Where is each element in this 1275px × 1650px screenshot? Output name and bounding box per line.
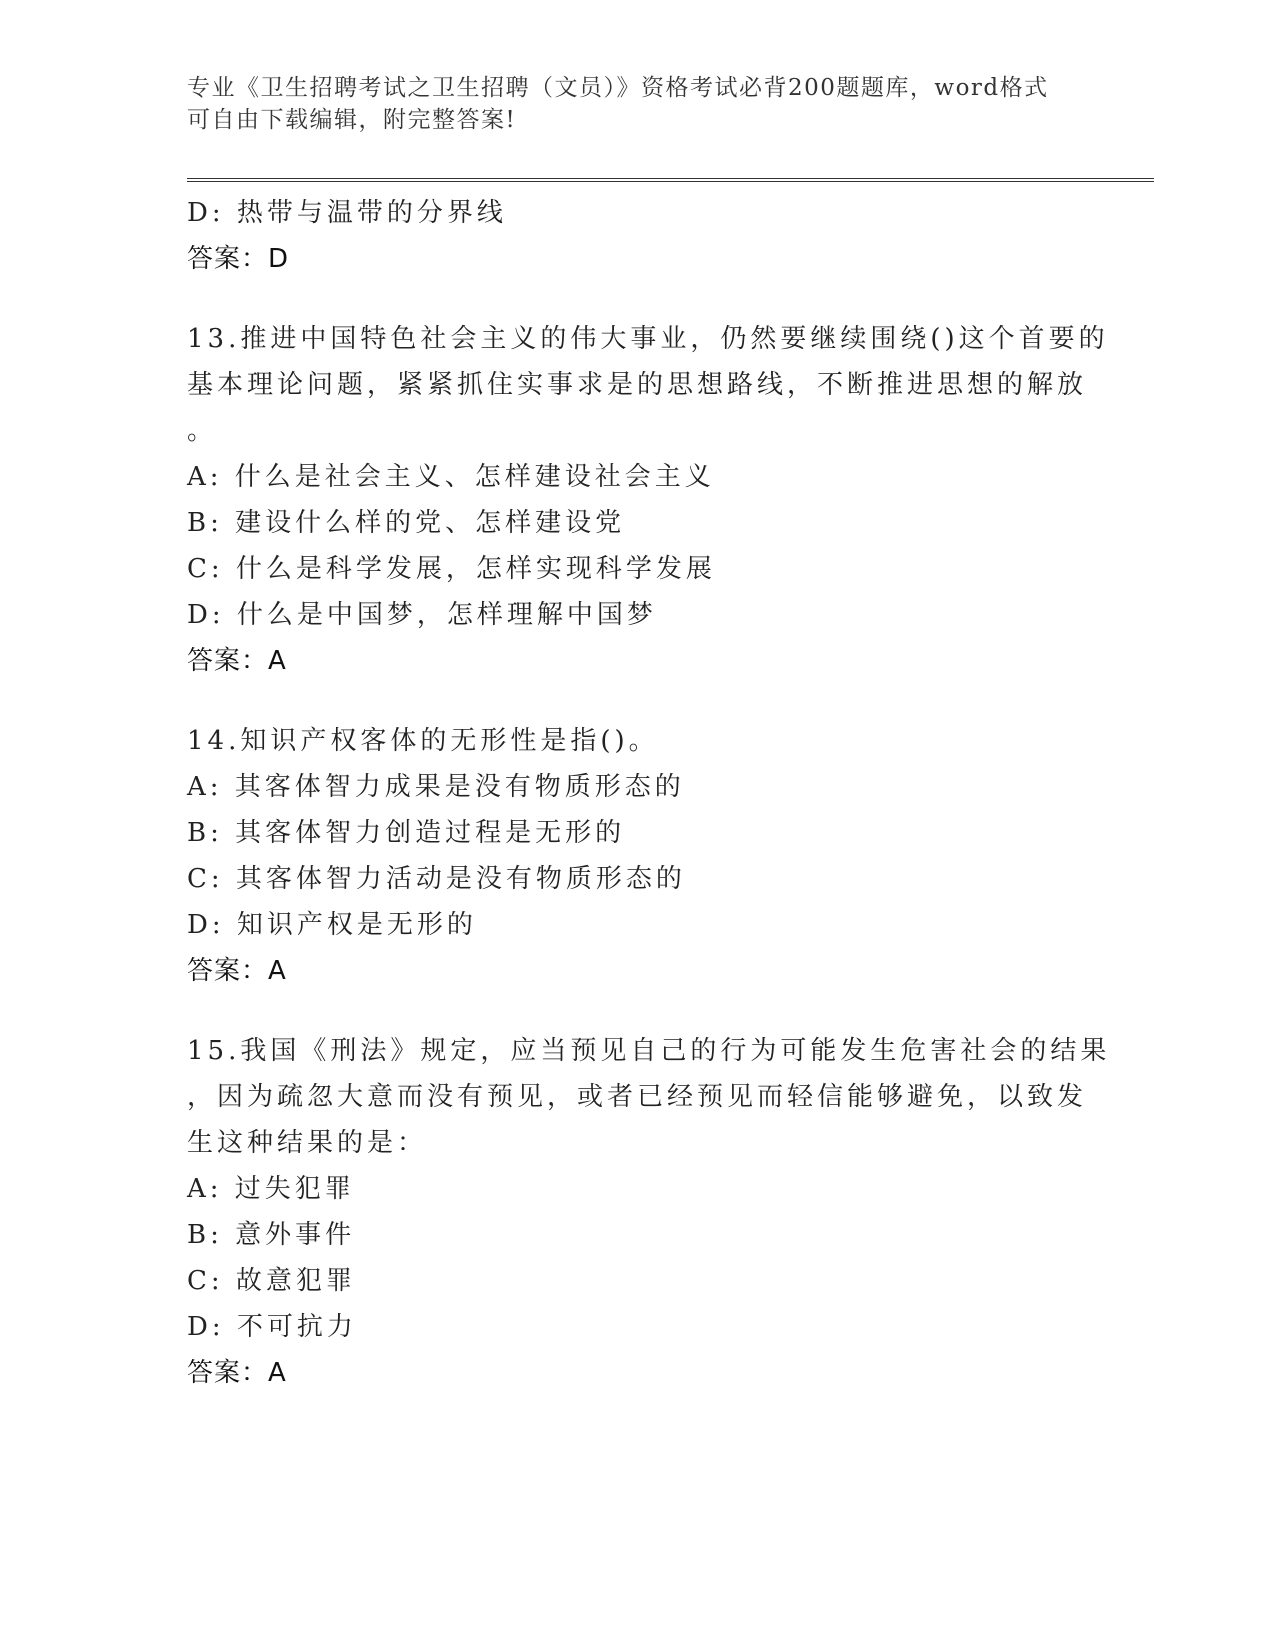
option-c: C: 其客体智力活动是没有物质形态的 xyxy=(187,864,686,894)
document-body xyxy=(187,190,1111,1396)
page-header xyxy=(187,72,1087,136)
option-b: B: 其客体智力创造过程是无形的 xyxy=(187,818,626,848)
question-stem-line: ，因为疏忽大意而没有预见，或者已经预见而轻信能够避免，以致发 xyxy=(187,1082,1088,1112)
question-stem-line: 生这种结果的是： xyxy=(187,1128,428,1158)
answer-line: 答案：A xyxy=(187,1358,287,1388)
header-line-1: 专业《卫生招聘考试之卫生招聘（文员）》资格考试必背200题题库，word格式 xyxy=(187,75,1049,101)
question-stem-line: 基本理论问题，紧紧抓住实事求是的思想路线，不断推进思想的解放 xyxy=(187,370,1088,400)
option-d: D: 什么是中国梦，怎样理解中国梦 xyxy=(187,600,657,630)
answer-line: 答案：A xyxy=(187,646,287,676)
answer-line: 答案：D xyxy=(187,244,290,274)
option-a: A: 其客体智力成果是没有物质形态的 xyxy=(187,772,685,802)
question-stem-line: 。 xyxy=(187,416,218,446)
header-line-2: 可自由下载编辑，附完整答案! xyxy=(187,107,517,133)
option-d: D: 知识产权是无形的 xyxy=(187,910,477,940)
option-b: B: 意外事件 xyxy=(187,1220,356,1250)
previous-question-tail xyxy=(187,190,1087,282)
answer-line: 答案：A xyxy=(187,956,287,986)
question-14 xyxy=(187,718,1087,994)
option-c: C: 故意犯罪 xyxy=(187,1266,356,1296)
question-13 xyxy=(187,316,1109,684)
option-b: B: 建设什么样的党、怎样建设党 xyxy=(187,508,626,538)
question-stem-line: 13.推进中国特色社会主义的伟大事业，仍然要继续围绕()这个首要的 xyxy=(187,324,1109,354)
question-stem-line: 14.知识产权客体的无形性是指()。 xyxy=(187,726,659,756)
question-stem-line: 15.我国《刑法》规定，应当预见自己的行为可能发生危害社会的结果 xyxy=(187,1036,1111,1066)
option-a: A: 什么是社会主义、怎样建设社会主义 xyxy=(187,462,715,492)
option-d: D: 热带与温带的分界线 xyxy=(187,198,507,228)
option-a: A: 过失犯罪 xyxy=(187,1174,355,1204)
option-c: C: 什么是科学发展，怎样实现科学发展 xyxy=(187,554,716,584)
option-d: D: 不可抗力 xyxy=(187,1312,357,1342)
question-15 xyxy=(187,1028,1111,1396)
header-divider xyxy=(187,178,1154,182)
